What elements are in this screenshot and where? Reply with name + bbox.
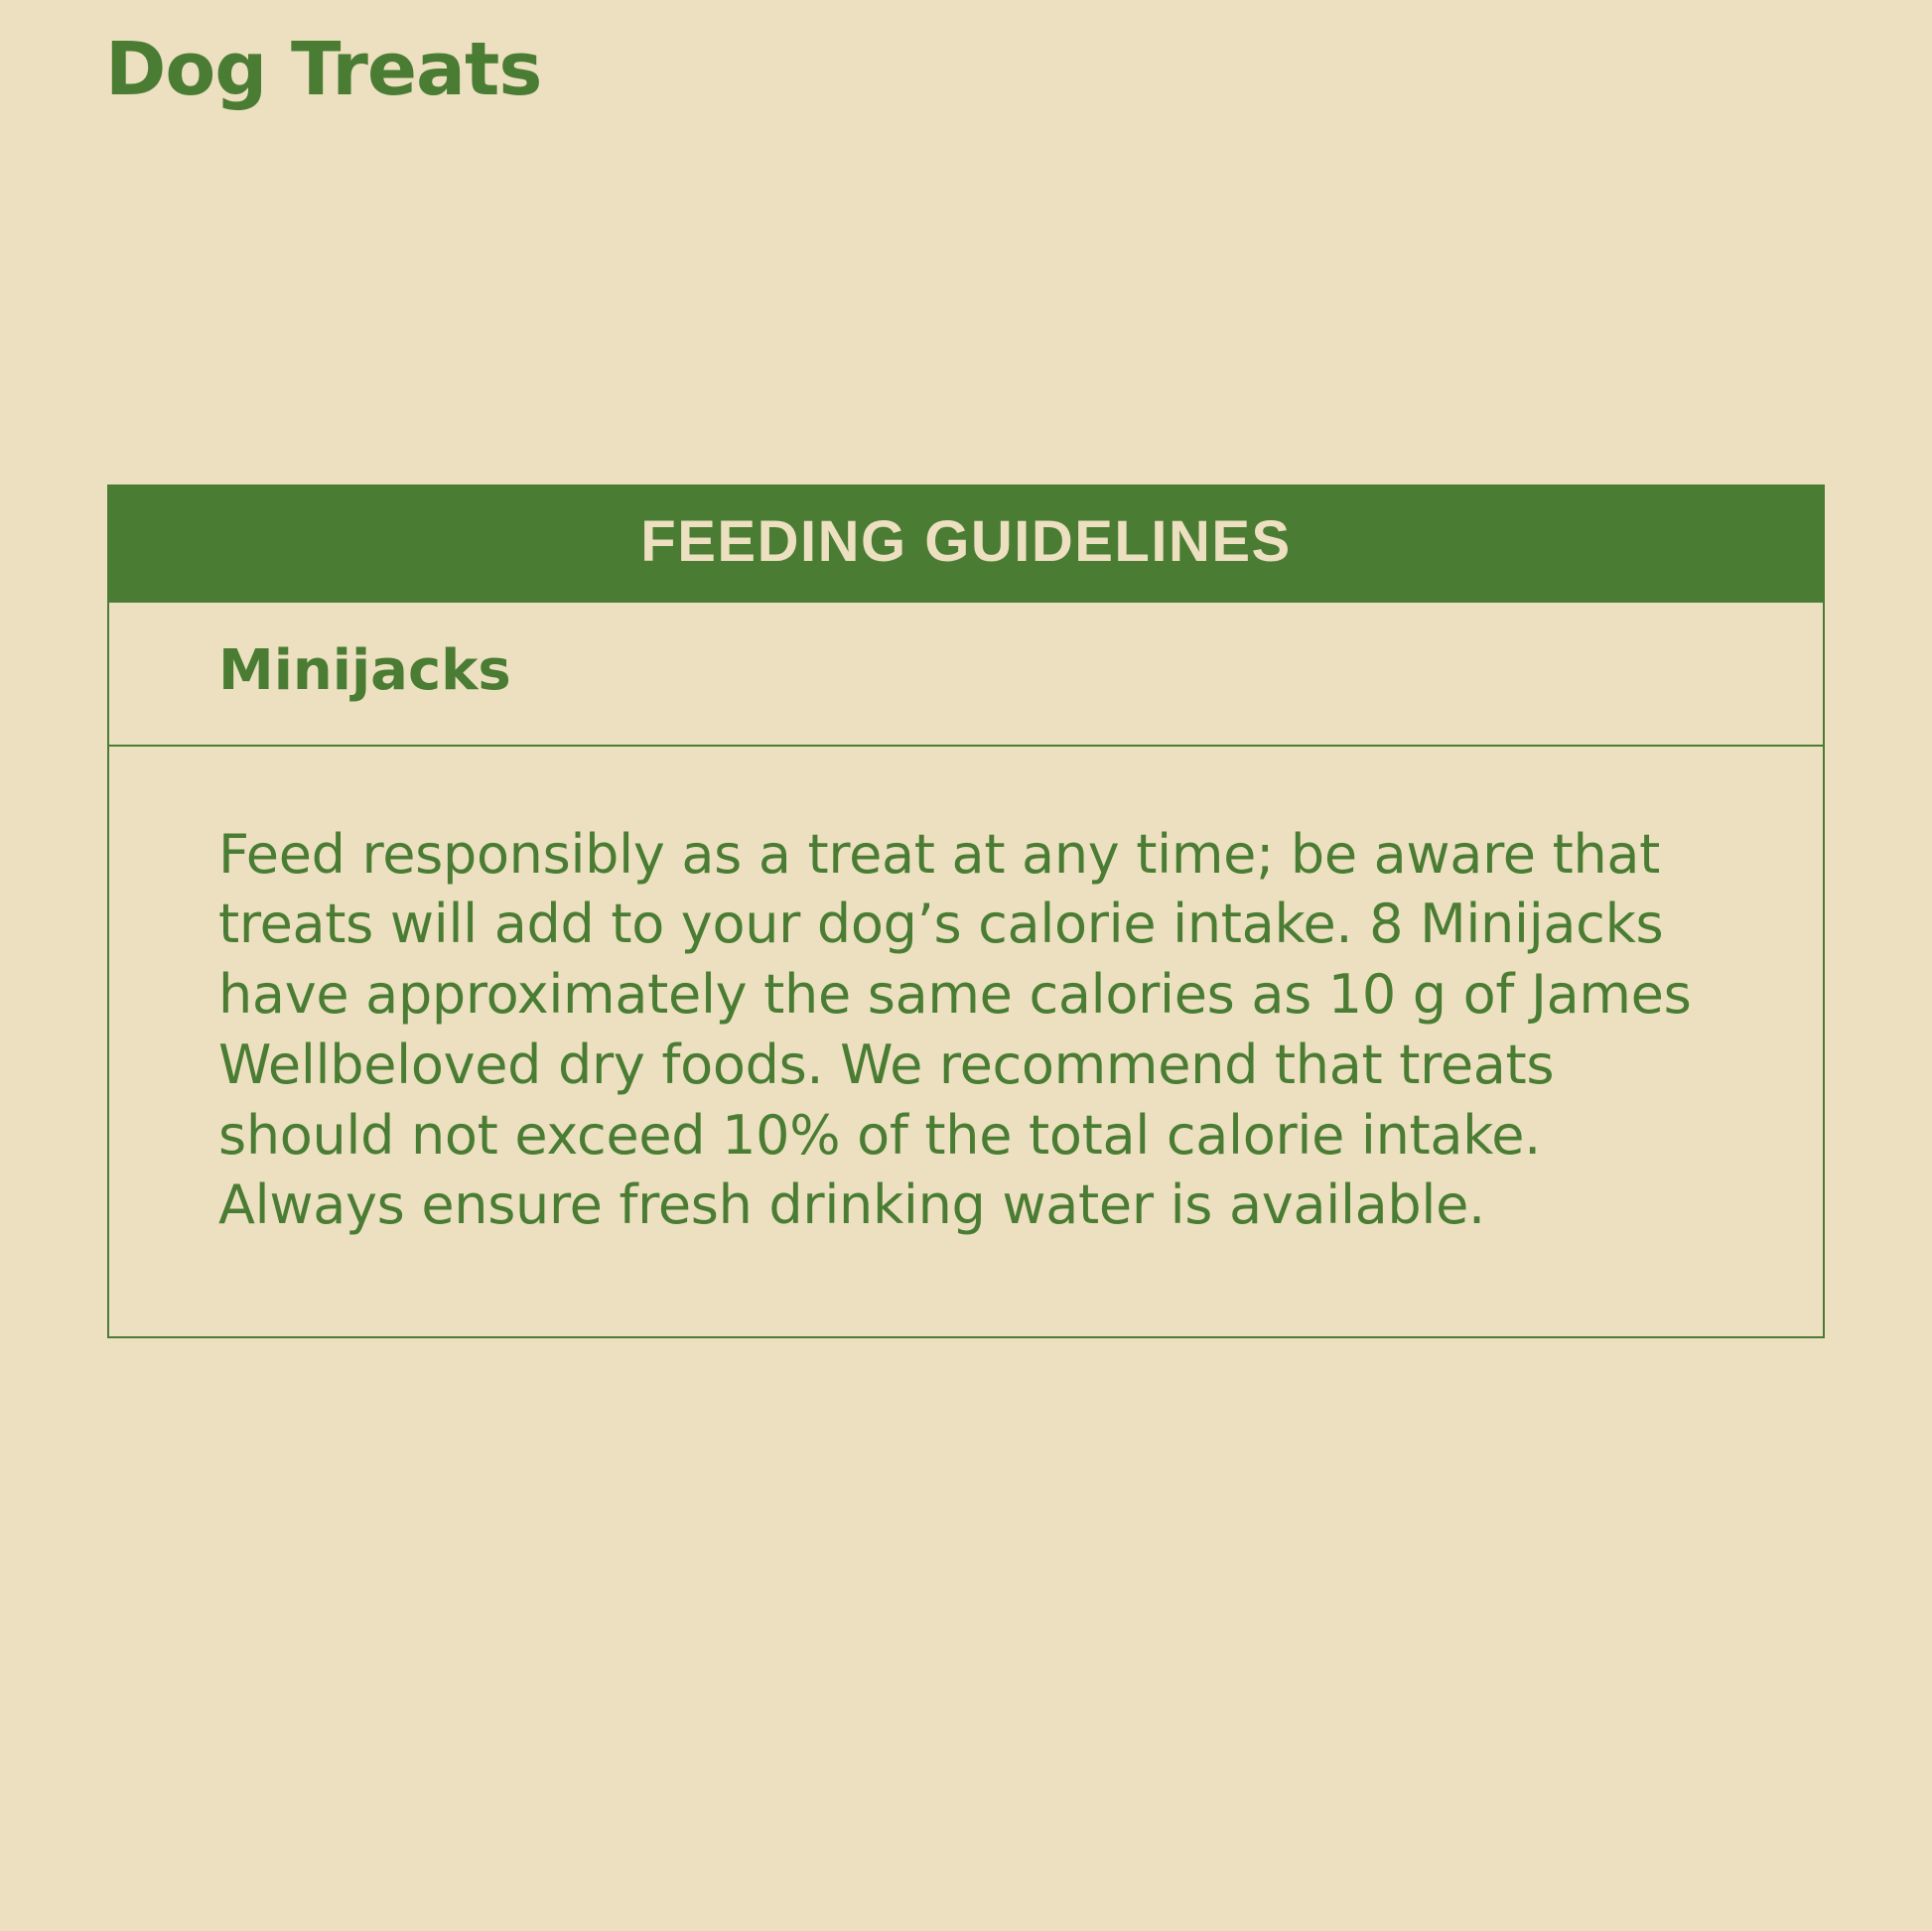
feeding-instructions-text: Feed responsibly as a treat at any time; be aware that treats will add to your dog’s calorie intake. 8 Minijacks have approximately the same calories as 10 g of James Wellbeloved dry foods. We recommend that treats should not exceed 10% of the total calorie intake. Always ensure fresh drinking water is available.	[218, 822, 1692, 1237]
panel-header-title: FEEDING GUIDELINES	[109, 486, 1823, 603]
feeding-guidelines-panel	[107, 484, 1825, 1338]
product-name-row	[109, 603, 1823, 747]
product-name: Minijacks	[218, 637, 511, 703]
feeding-instructions-row	[109, 747, 1823, 1336]
page-title: Dog Treats	[105, 27, 542, 112]
